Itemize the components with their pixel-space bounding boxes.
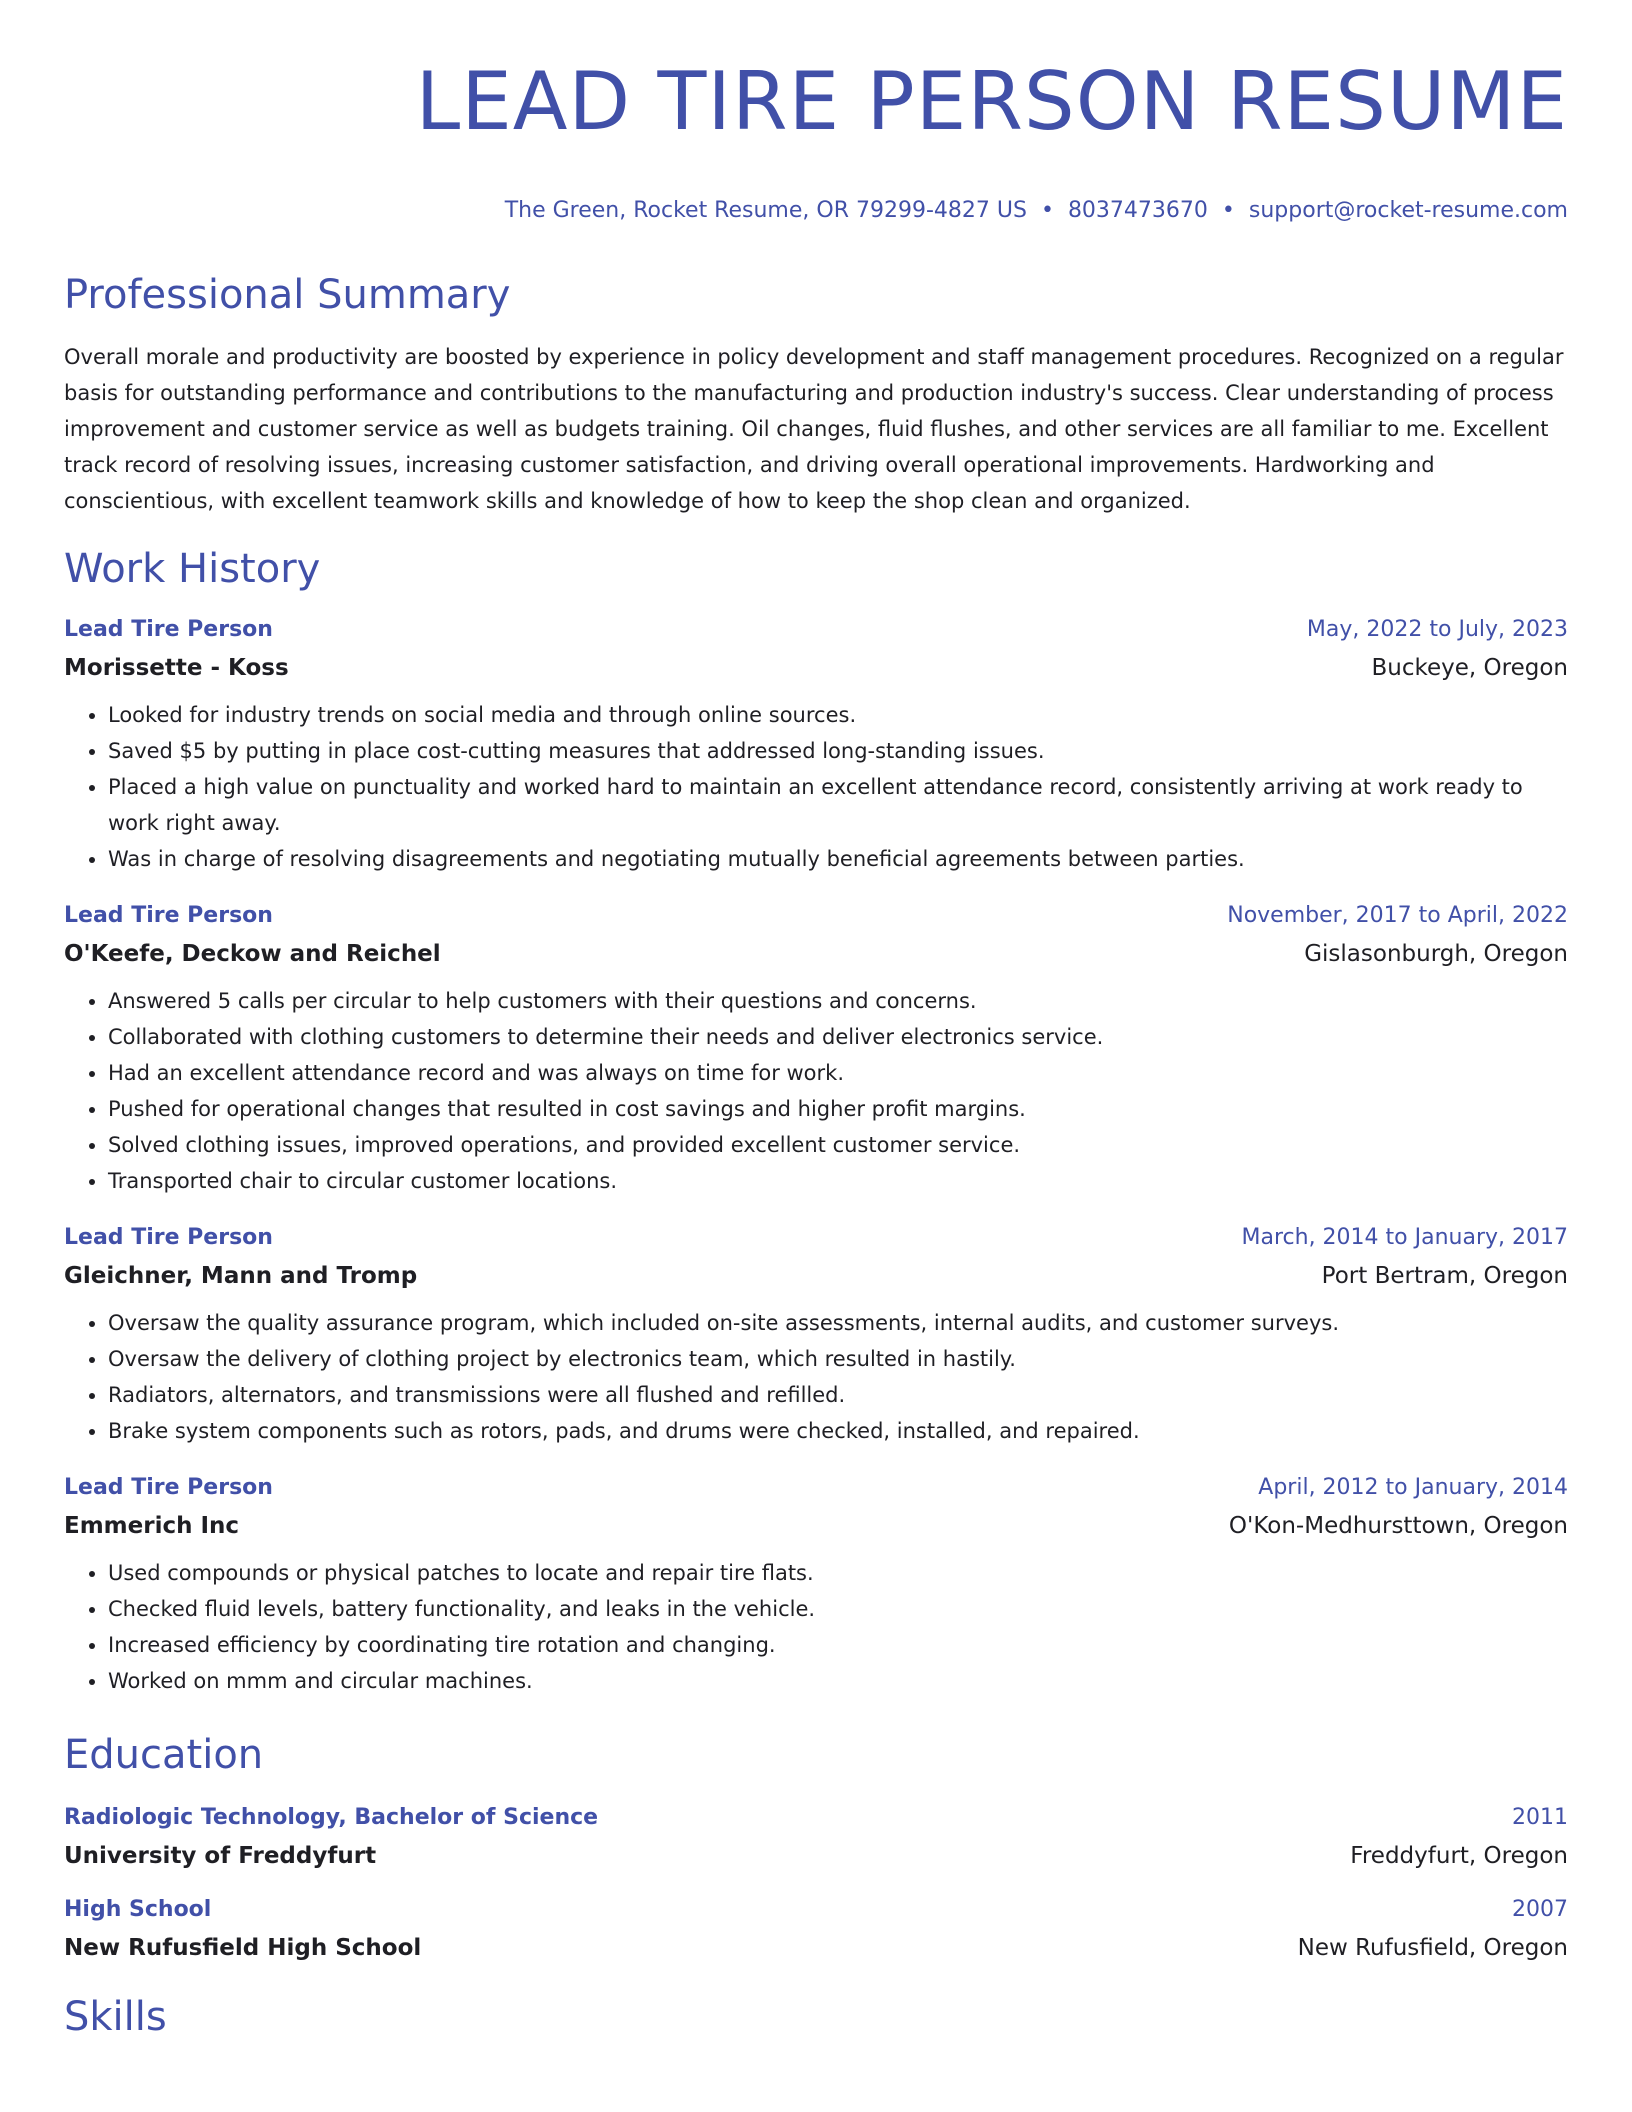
job-company: O'Keefe, Deckow and Reichel <box>64 940 441 967</box>
job-location: Buckeye, Oregon <box>1371 654 1568 681</box>
education-heading: Education <box>64 1731 264 1778</box>
job-bullets <box>64 1555 1568 1699</box>
job-bullet: • Increased efficiency by coordinating tire rotation and changing. <box>108 1627 1568 1663</box>
job-company: Emmerich Inc <box>64 1512 240 1539</box>
job-bullet: • Placed a high value on punctuality and worked hard to maintain an excellent attendance record, consistently arriving at work ready to work right away. <box>108 769 1568 841</box>
job-entry <box>64 615 1568 877</box>
education-degree: Radiologic Technology, Bachelor of Science <box>64 1804 599 1830</box>
job-bullet: • Had an excellent attendance record and was always on time for work. <box>108 1055 1568 1091</box>
job-bullet: • Looked for industry trends on social media and through online sources. <box>108 697 1568 733</box>
contact-line <box>64 196 1568 226</box>
contact-email[interactable]: support@rocket-resume.com <box>1248 197 1568 223</box>
job-bullet: • Radiators, alternators, and transmissions were all flushed and refilled. <box>108 1377 1568 1413</box>
contact-separator: • <box>1221 197 1235 223</box>
job-title: Lead Tire Person <box>64 616 273 642</box>
job-company: Morissette - Koss <box>64 654 289 681</box>
job-bullet: • Transported chair to circular customer locations. <box>108 1163 1568 1199</box>
job-bullet: • Oversaw the delivery of clothing project by electronics team, which resulted in hastily. <box>108 1341 1568 1377</box>
job-bullets <box>64 1305 1568 1449</box>
job-bullet: • Brake system components such as rotors, pads, and drums were checked, installed, and repaired. <box>108 1413 1568 1449</box>
work-history-heading: Work History <box>64 545 321 592</box>
contact-phone: 8037473670 <box>1067 197 1208 223</box>
job-entry <box>64 1223 1568 1449</box>
job-location: O'Kon-Medhursttown, Oregon <box>1228 1512 1568 1539</box>
skills-heading: Skills <box>64 1993 167 2040</box>
education-location: Freddyfurt, Oregon <box>1350 1842 1568 1869</box>
job-dates: March, 2014 to January, 2017 <box>1241 1224 1568 1250</box>
job-dates: November, 2017 to April, 2022 <box>1227 902 1568 928</box>
education-year: 2007 <box>1512 1896 1568 1922</box>
job-dates: May, 2022 to July, 2023 <box>1306 616 1568 642</box>
job-bullets <box>64 697 1568 877</box>
job-title: Lead Tire Person <box>64 1474 273 1500</box>
job-title: Lead Tire Person <box>64 902 273 928</box>
job-bullet: • Answered 5 calls per circular to help customers with their questions and concerns. <box>108 983 1568 1019</box>
job-entry <box>64 1473 1568 1699</box>
job-location: Port Bertram, Oregon <box>1321 1262 1568 1289</box>
job-bullet: • Collaborated with clothing customers to determine their needs and deliver electronics service. <box>108 1019 1568 1055</box>
job-bullet: • Saved $5 by putting in place cost-cutting measures that addressed long-standing issues. <box>108 733 1568 769</box>
education-entry <box>64 1803 1568 1871</box>
job-title: Lead Tire Person <box>64 1224 273 1250</box>
resume-title: LEAD TIRE PERSON RESUME <box>415 55 1568 148</box>
job-dates: April, 2012 to January, 2014 <box>1258 1474 1568 1500</box>
resume-page <box>64 0 1568 2040</box>
summary-text: Overall morale and productivity are boosted by experience in policy development and staff management procedures. Recognized on a regular basis for outstanding performance and contributions to the manufacturing and production industry's success. Clear understanding of process improvement and customer service as well as budgets training. Oil changes, fluid flushes, and other services are all familiar to me. Excellent track record of resolving issues, increasing customer satisfaction, and driving overall operational improvements. Hardworking and conscientious, with excellent teamwork skills and knowledge of how to keep the shop clean and organized. <box>64 344 1564 513</box>
job-bullet: • Was in charge of resolving disagreements and negotiating mutually beneficial agreements between parties. <box>108 841 1568 877</box>
contact-address: The Green, Rocket Resume, OR 79299-4827 US <box>504 197 1027 223</box>
job-bullet: • Solved clothing issues, improved operations, and provided excellent customer service. <box>108 1127 1568 1163</box>
education-school: New Rufusfield High School <box>64 1934 422 1961</box>
job-entry <box>64 901 1568 1199</box>
job-bullet: • Pushed for operational changes that resulted in cost savings and higher profit margins. <box>108 1091 1568 1127</box>
education-year: 2011 <box>1512 1804 1568 1830</box>
job-bullet: • Used compounds or physical patches to locate and repair tire flats. <box>108 1555 1568 1591</box>
education-degree: High School <box>64 1896 212 1922</box>
education-entry <box>64 1895 1568 1963</box>
job-bullet: • Worked on mmm and circular machines. <box>108 1663 1568 1699</box>
job-bullet: • Checked fluid levels, battery functionality, and leaks in the vehicle. <box>108 1591 1568 1627</box>
job-bullets <box>64 983 1568 1199</box>
education-school: University of Freddyfurt <box>64 1842 377 1869</box>
summary-heading: Professional Summary <box>64 271 511 318</box>
job-company: Gleichner, Mann and Tromp <box>64 1262 418 1289</box>
education-location: New Rufusfield, Oregon <box>1297 1934 1568 1961</box>
contact-separator: • <box>1040 197 1054 223</box>
job-bullet: • Oversaw the quality assurance program, which included on-site assessments, internal audits, and customer surveys. <box>108 1305 1568 1341</box>
job-location: Gislasonburgh, Oregon <box>1304 940 1568 967</box>
